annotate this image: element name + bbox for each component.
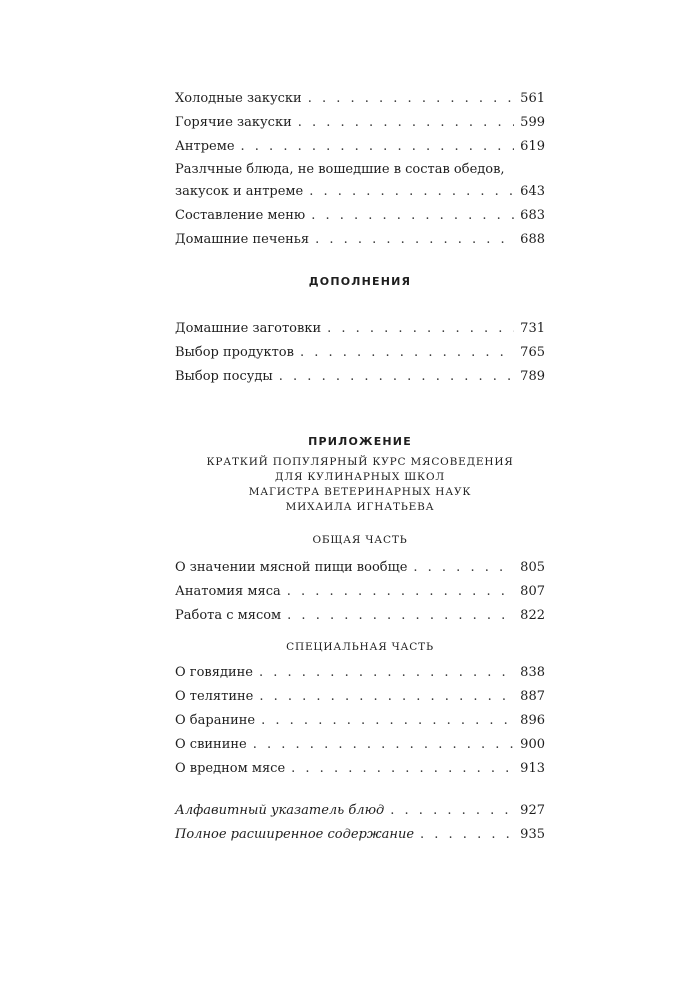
toc-entry (175, 686, 545, 708)
toc-entry-title: О свинине (175, 737, 247, 752)
toc-entry-page: 887 (520, 689, 545, 704)
leader-dots (298, 112, 514, 134)
leader-dots (315, 229, 514, 251)
toc-entry-title: закусок и антреме (175, 184, 304, 199)
leader-dots (259, 686, 514, 708)
toc-entry (175, 181, 545, 203)
toc-entry-page: 900 (520, 737, 545, 752)
leader-dots (259, 662, 514, 684)
leader-dots (420, 824, 514, 846)
toc-entry-page: 838 (520, 665, 545, 680)
toc-entry (175, 824, 545, 846)
toc-entry-title: Выбор посуды (175, 369, 273, 384)
leader-dots (413, 557, 514, 579)
leader-dots (261, 710, 514, 732)
toc-entry-page: 927 (520, 803, 545, 818)
toc-entry (175, 136, 545, 158)
toc-entry (175, 88, 545, 110)
toc-entry-title: Домашние печенья (175, 232, 310, 247)
toc-entry-title: Алфавитный указатель блюд (175, 803, 385, 818)
toc-entry (175, 710, 545, 732)
toc-entry-page: 822 (520, 608, 545, 623)
leader-dots (279, 366, 514, 388)
toc-entry-title: Домашние заготовки (175, 321, 322, 336)
appendix-subtitle-line: МИХАИЛА ИГНАТЬЕВА (285, 501, 435, 513)
toc-entry-page: 789 (520, 369, 545, 384)
toc-entry (175, 112, 545, 134)
toc-entry (175, 734, 545, 756)
leader-dots (253, 734, 514, 756)
toc-entry (175, 229, 545, 251)
toc-entry-title-line1: Разлчные блюда, не вошедшие в состав обедов, (175, 162, 505, 177)
toc-entry (175, 758, 545, 780)
appendix-subtitle-line: МАГИСТРА ВЕТЕРИНАРНЫХ НАУК (248, 486, 472, 498)
toc-entry-page: 765 (520, 345, 545, 360)
leader-dots (309, 181, 514, 203)
toc-entry-title: О баранине (175, 713, 256, 728)
appendix-subtitle-line: КРАТКИЙ ПОПУЛЯРНЫЙ КУРС МЯСОВЕДЕНИЯ (206, 456, 514, 468)
toc-entry-title: Холодные закуски (175, 91, 302, 106)
toc-entry-page: 731 (520, 321, 545, 336)
toc-entry-title: О телятине (175, 689, 254, 704)
toc-entry-title: Горячие закуски (175, 115, 292, 130)
toc-entry (175, 662, 545, 684)
toc-entry-title: Полное расширенное содержание (175, 827, 415, 842)
toc-entry (175, 205, 545, 227)
leader-dots (308, 88, 514, 110)
toc-entry (175, 318, 545, 340)
toc-entry-page: 807 (520, 584, 545, 599)
leader-dots (390, 800, 514, 822)
toc-entry-title: Составление меню (175, 208, 306, 223)
toc-entry (175, 605, 545, 627)
toc-entry-page: 599 (520, 115, 545, 130)
toc-entry-title: О вредном мясе (175, 761, 286, 776)
toc-entry (175, 557, 545, 579)
leader-dots (327, 318, 514, 340)
toc-entry (175, 366, 545, 388)
toc-entry-title: Антреме (175, 139, 235, 154)
leader-dots (287, 605, 514, 627)
leader-dots (241, 136, 515, 158)
toc-entry-title: О говядине (175, 665, 253, 680)
toc-entry-page: 683 (520, 208, 545, 223)
subsection-heading-general: ОБЩАЯ ЧАСТЬ (312, 534, 408, 546)
section-heading-appendix: ПРИЛОЖЕНИЕ (308, 435, 412, 448)
toc-entry-page: 935 (520, 827, 545, 842)
leader-dots (311, 205, 514, 227)
toc-entry-title: Выбор продуктов (175, 345, 294, 360)
toc-entry-page: 643 (520, 184, 545, 199)
subsection-heading-special: СПЕЦИАЛЬНАЯ ЧАСТЬ (286, 641, 434, 653)
section-heading-additions: ДОПОЛНЕНИЯ (308, 275, 412, 288)
toc-entry-page: 688 (520, 232, 545, 247)
toc-entry-title: Работа с мясом (175, 608, 282, 623)
toc-entry-title: О значении мясной пищи вообще (175, 560, 408, 575)
toc-entry-page: 805 (520, 560, 545, 575)
leader-dots (287, 581, 514, 603)
toc-entry-page: 913 (520, 761, 545, 776)
toc-entry (175, 800, 545, 822)
toc-entry-page: 896 (520, 713, 545, 728)
leader-dots (300, 342, 514, 364)
leader-dots (291, 758, 514, 780)
toc-entry (175, 342, 545, 364)
toc-entry-title: Анатомия мяса (175, 584, 281, 599)
toc-entry (175, 581, 545, 603)
toc-entry-page: 619 (520, 139, 545, 154)
appendix-subtitle-line: ДЛЯ КУЛИНАРНЫХ ШКОЛ (275, 471, 445, 483)
toc-entry-page: 561 (520, 91, 545, 106)
